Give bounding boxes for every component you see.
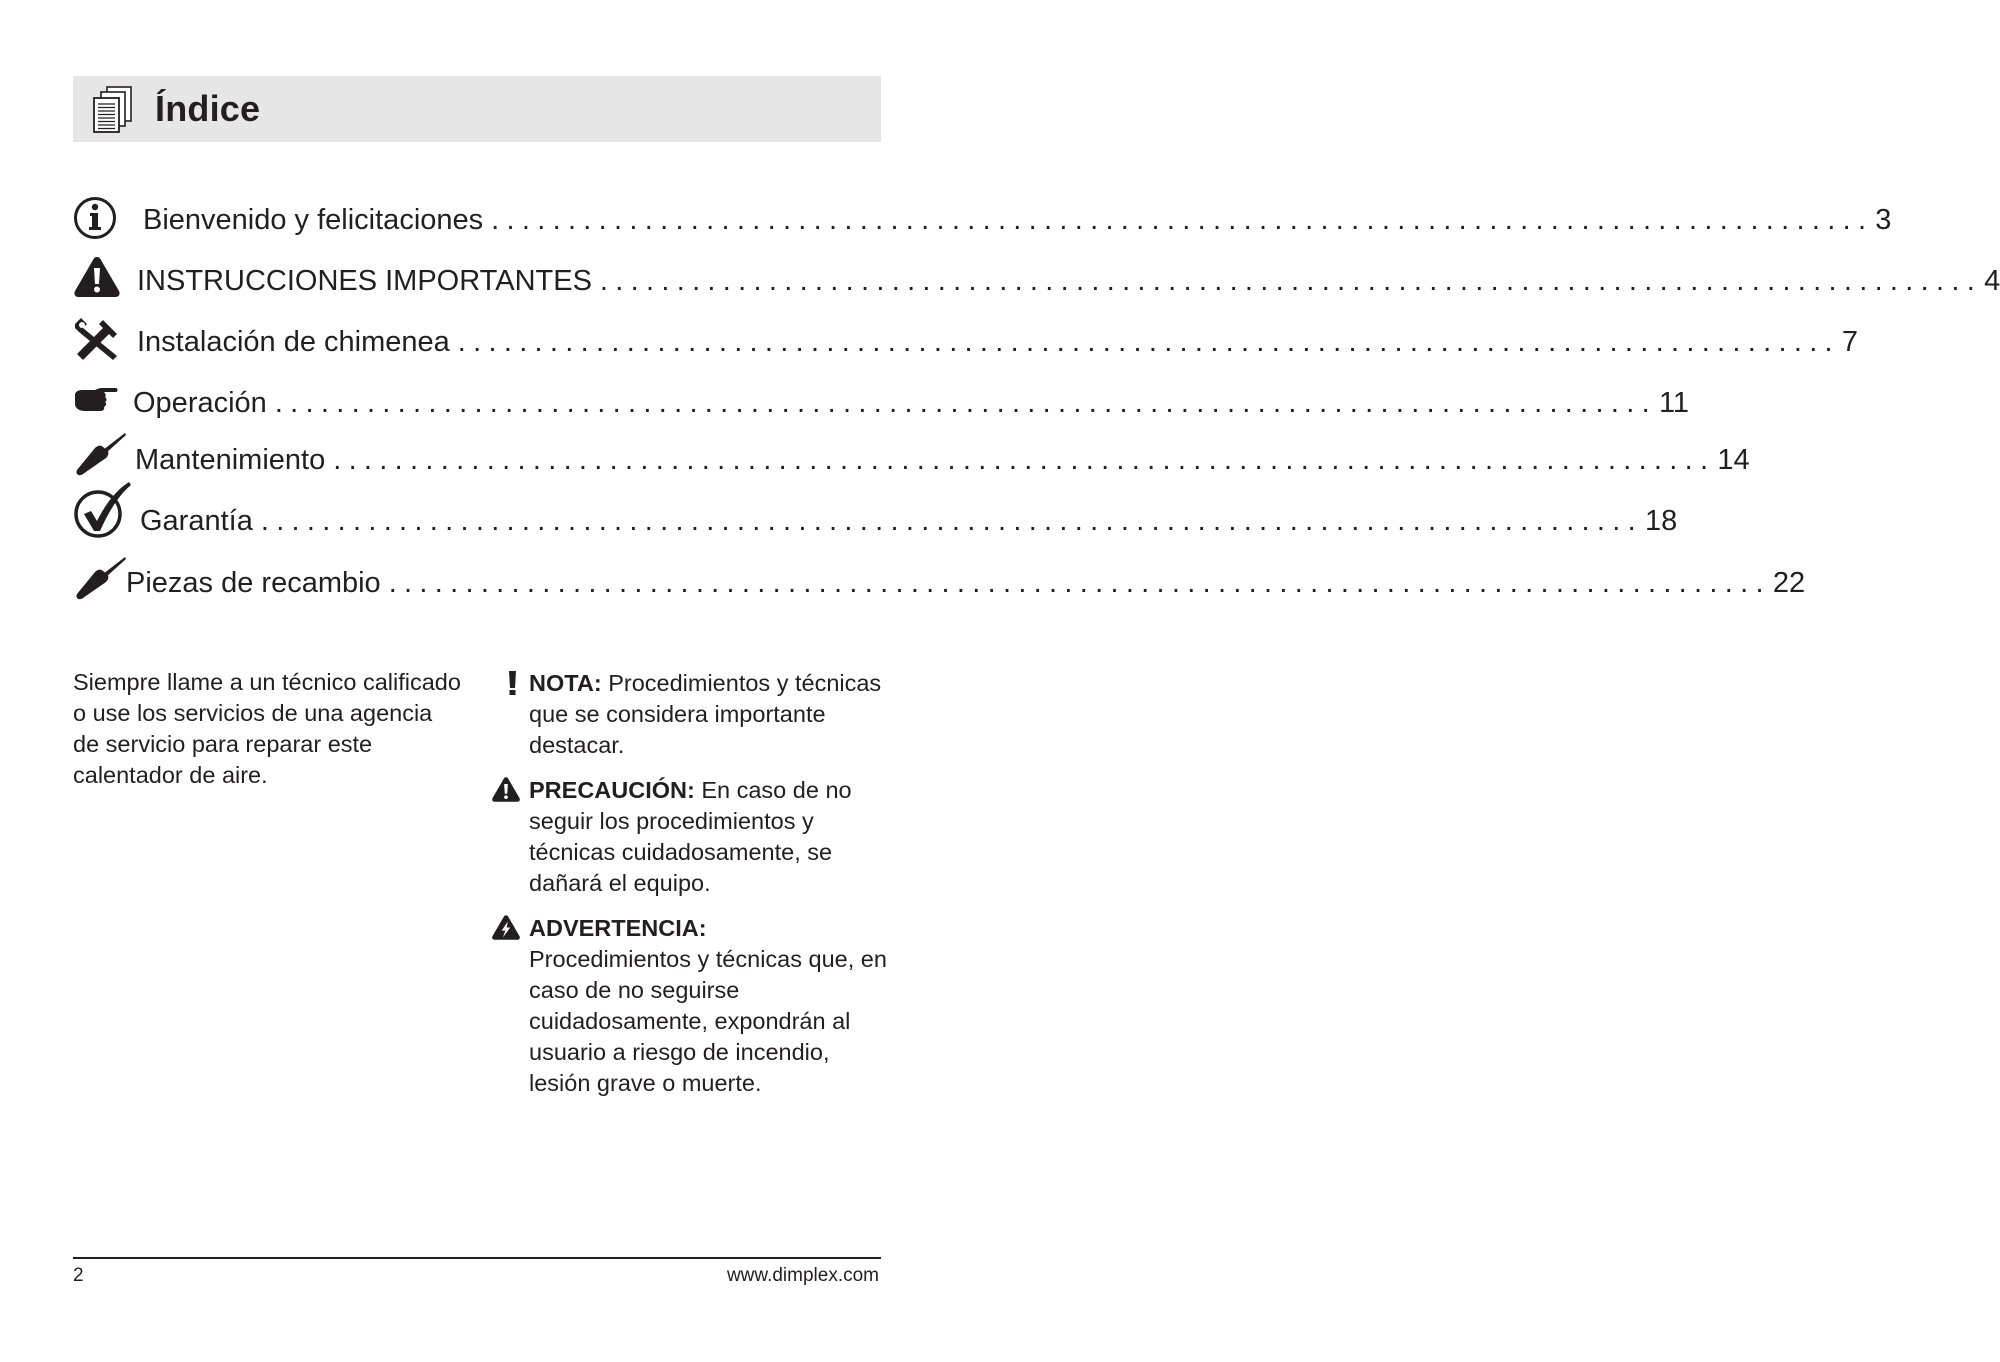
toc-label: INSTRUCCIONES IMPORTANTES [137,265,592,297]
document-stack-icon [92,86,134,134]
toc-page-number: 3 [1875,204,1892,236]
toc-text [126,565,1806,601]
toc-entry-operacion[interactable] [73,377,1690,427]
note-advertencia [529,913,889,1099]
warning-icon [73,255,121,299]
toc-leader-dots: .......................................................................................... [274,387,1657,419]
toc-label: Piezas de recambio [126,567,381,599]
toc-text [133,385,1690,421]
toc-text [137,324,1859,360]
toc-page-number: 4 [1984,265,2000,297]
toc-text [143,202,1892,238]
check-circle-icon [73,481,133,541]
toc-text [137,263,2000,299]
toc-label: Operación [133,387,267,419]
toc-leader-dots: .......................................................................................... [457,326,1840,358]
note-precaucion [529,775,889,899]
toc-leader-dots: .......................................................................................... [491,204,1874,236]
toc-entry-piezas[interactable] [73,556,1806,606]
toc-entry-mantenimiento[interactable] [73,432,1750,482]
toc-text [140,503,1678,539]
header-bar [73,76,881,142]
note-text: Procedimientos y técnicas que se considera importante destacar. [529,670,882,758]
info-icon [73,194,119,242]
toc-entry-garantia[interactable] [73,481,1678,537]
toc-leader-dots: .......................................................................................... [260,505,1643,537]
note-title: PRECAUCIÓN: [529,777,695,803]
note-title: NOTA: [529,670,602,696]
toc-leader-dots: .......................................................................................... [333,444,1716,476]
note-text: Procedimientos y técnicas que, en caso de no seguirse cuidadosamente, expondrán al usuario a riesgo de incendio, lesión grave o muerte. [529,946,887,1096]
toc-page-number: 18 [1644,505,1678,537]
toc-page-number: 7 [1841,326,1859,358]
toc-entry-bienvenido[interactable] [73,194,1892,244]
toc-leader-dots: .......................................................................................... [388,567,1771,599]
service-note: Siempre llame a un técnico calificado o use los servicios de una agencia de servicio para reparar este calentador de aire. [73,669,461,788]
tools-icon [73,316,121,362]
electric-warning-icon [491,914,521,941]
toc-text [135,442,1750,478]
toc-label: Instalación de chimenea [137,326,450,358]
pointing-hand-icon [73,377,119,425]
toc-entry-instrucciones[interactable] [73,255,2000,305]
note-nota [529,668,889,761]
toc-page-number: 14 [1717,444,1750,476]
toc-entry-instalacion[interactable] [73,316,1859,366]
toc-page-number: 11 [1658,387,1690,419]
exclamation-icon [506,671,520,697]
page-title: Índice [155,88,261,129]
note-title: ADVERTENCIA: [529,915,707,941]
page-number: 2 [73,1265,84,1286]
toc-label: Garantía [140,505,253,537]
toc-label: Bienvenido y felicitaciones [143,204,484,236]
toc-page-number: 22 [1772,567,1806,599]
screwdriver-icon [73,556,127,602]
warning-icon [491,776,521,803]
website-link[interactable]: www.dimplex.com [726,1265,879,1286]
toc-label: Mantenimiento [135,444,326,476]
note-text: En caso de no seguir los procedimientos y técnicas cuidadosamente, se dañará el equipo. [529,777,852,896]
footer-rule [73,1257,881,1259]
screwdriver-icon [73,432,127,478]
toc-leader-dots: .......................................................................................... [599,265,1983,297]
